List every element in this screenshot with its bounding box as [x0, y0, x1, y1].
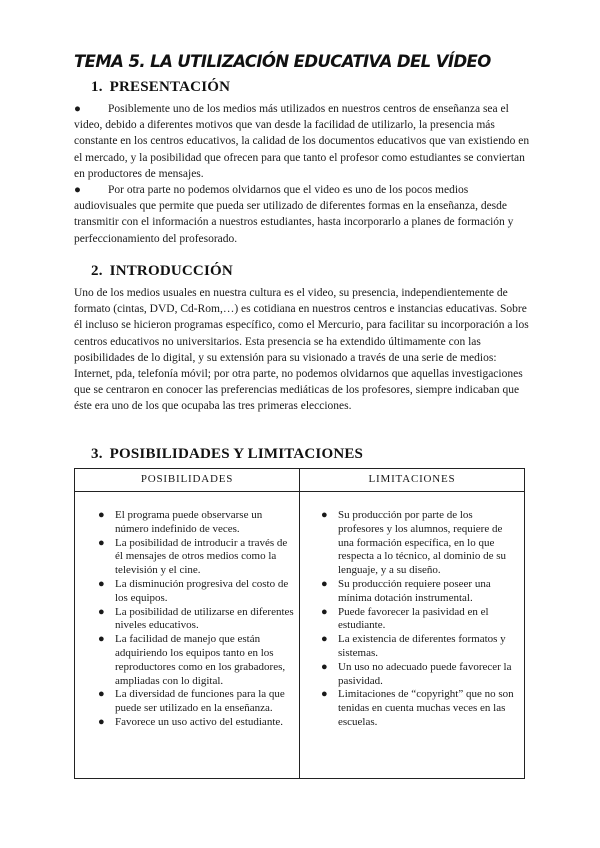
bullet-marker: ●: [321, 688, 328, 701]
table-row: [75, 492, 525, 779]
bullet-marker: ●: [74, 184, 81, 197]
list-item: [75, 578, 299, 606]
section-number: 3.: [91, 446, 103, 462]
list-item-text: El programa puede observarse un número indefinido de veces.: [115, 509, 263, 535]
limitaciones-cell: [300, 492, 525, 779]
limitaciones-list: [300, 492, 524, 730]
section-title: INTRODUCCIÓN: [109, 263, 233, 279]
bullet-marker: ●: [98, 688, 105, 701]
bullet-marker: ●: [321, 633, 328, 646]
bullet-marker: ●: [321, 577, 328, 590]
list-item: [75, 606, 299, 634]
bullet-marker: ●: [74, 103, 81, 115]
introduccion-body: [74, 285, 530, 415]
posibilidades-list: [75, 492, 299, 730]
header-limitaciones: LIMITACIONES: [300, 469, 525, 492]
list-item-text: La posibilidad de utilizarse en diferentes niveles educativos.: [115, 605, 294, 632]
list-item-text: Limitaciones de “copyright” que no son tenidas en cuenta muchas veces en las escuelas.: [338, 688, 514, 728]
section-number: 2.: [91, 263, 103, 279]
section-number: 1.: [91, 79, 103, 95]
comparison-table: [74, 468, 525, 779]
list-item: [300, 633, 524, 661]
section-heading-introduccion: [91, 263, 233, 280]
bullet-marker: ●: [98, 509, 105, 521]
table-header-row: [75, 469, 525, 492]
introduccion-paragraph: Uno de los medios usuales en nuestra cultura es el video, su presencia, independientemente de formato (cintas, DVD, Cd-Rom,…) es cotidiana en nuestros centros e instancias educativas. Sobre él incluso se hicieron programas específico, como el Mercurio, para facilitar su incorporación a los centros educativos no universitarios. Esta presencia se ha extendido últimamente con las posibilidades de lo digital, y su extensión para su visionado a través de una serie de medios: Internet, pda, telefonía móvil; por otra parte, no podemos olvidarnos que aquellas investigaciones que se centraron en conocer las preferencias mediáticas de los profesores, siempre indicaban que éste era uno de los que ocupaba las tres primeras elecciones.: [74, 287, 529, 413]
list-item: [75, 633, 299, 688]
presentacion-bullet-text: Por otra parte no podemos olvidarnos que el video es uno de los pocos medios audiovisuales que permite que pueda ser utilizado de diferentes formas en la enseñanza, desde transmitir con el información a nuestros estudiantes, hasta incorporarlo a planes de formación y perfeccionamiento del profesorado.: [74, 184, 514, 245]
list-item: [75, 509, 299, 537]
list-item-text: La diversidad de funciones para la que puede ser utilizado en la enseñanza.: [115, 688, 285, 715]
section-title: PRESENTACIÓN: [109, 79, 231, 95]
list-item: [75, 537, 299, 578]
list-item-text: Favorece un uso activo del estudiante.: [115, 715, 284, 728]
presentacion-bullet-2: [74, 182, 530, 247]
list-item-text: Su producción requiere poseer una mínima dotación instrumental.: [338, 577, 491, 604]
section-heading-presentacion: [91, 79, 230, 96]
posibilidades-cell: [75, 492, 300, 779]
bullet-marker: ●: [98, 536, 105, 549]
list-item: [300, 606, 524, 634]
presentacion-bullet-1: [74, 101, 530, 182]
bullet-marker: ●: [98, 577, 105, 590]
list-item: [75, 688, 299, 716]
bullet-marker: ●: [321, 660, 328, 673]
presentacion-bullet-text: Posiblemente uno de los medios más utilizados en nuestros centros de enseñanza sea el video, debido a diferentes motivos que van desde la facilidad de utilizarlo, la presencia más constante en los centros educativos, la calidad de los documentos educativos que van existiendo en el mercado, y la posibilidad que ofrecen para que tanto el profesor como estudiantes se conviertan en productores de mensajes.: [74, 103, 530, 180]
list-item: [300, 509, 524, 578]
section-heading-posibilidades: [91, 446, 363, 463]
list-item-text: La disminución progresiva del costo de los equipos.: [115, 577, 289, 604]
list-item: [300, 578, 524, 606]
bullet-marker: ●: [321, 509, 328, 521]
bullet-marker: ●: [98, 633, 105, 646]
list-item-text: La existencia de diferentes formatos y sistemas.: [338, 633, 506, 659]
list-item-text: Un uso no adecuado puede favorecer la pasividad.: [338, 660, 512, 687]
list-item: [300, 688, 524, 729]
list-item-text: Puede favorecer la pasividad en el estudiante.: [338, 605, 489, 632]
bullet-marker: ●: [321, 605, 328, 618]
list-item-text: Su producción por parte de los profesores y los alumnos, requiere de una formación específica, en lo que respecta a lo técnico, al dominio de su lenguaje, y a su diseño.: [338, 509, 506, 577]
list-item: [300, 661, 524, 689]
header-posibilidades: POSIBILIDADES: [75, 469, 300, 492]
list-item-text: La facilidad de manejo que están adquiriendo los equipos tanto en los reproductores como en los grabadores, ampliadas con lo digital.: [115, 633, 286, 687]
bullet-marker: ●: [98, 605, 105, 618]
list-item: [75, 716, 299, 730]
document-title: TEMA 5. LA UTILIZACIÓN EDUCATIVA DEL VÍDEO: [74, 52, 491, 71]
bullet-marker: ●: [98, 715, 105, 728]
presentacion-body: [74, 101, 530, 247]
list-item-text: La posibilidad de introducir a través de él mensajes de otros medios como la televisión y el cine.: [115, 536, 288, 577]
section-title: POSIBILIDADES Y LIMITACIONES: [109, 446, 364, 462]
